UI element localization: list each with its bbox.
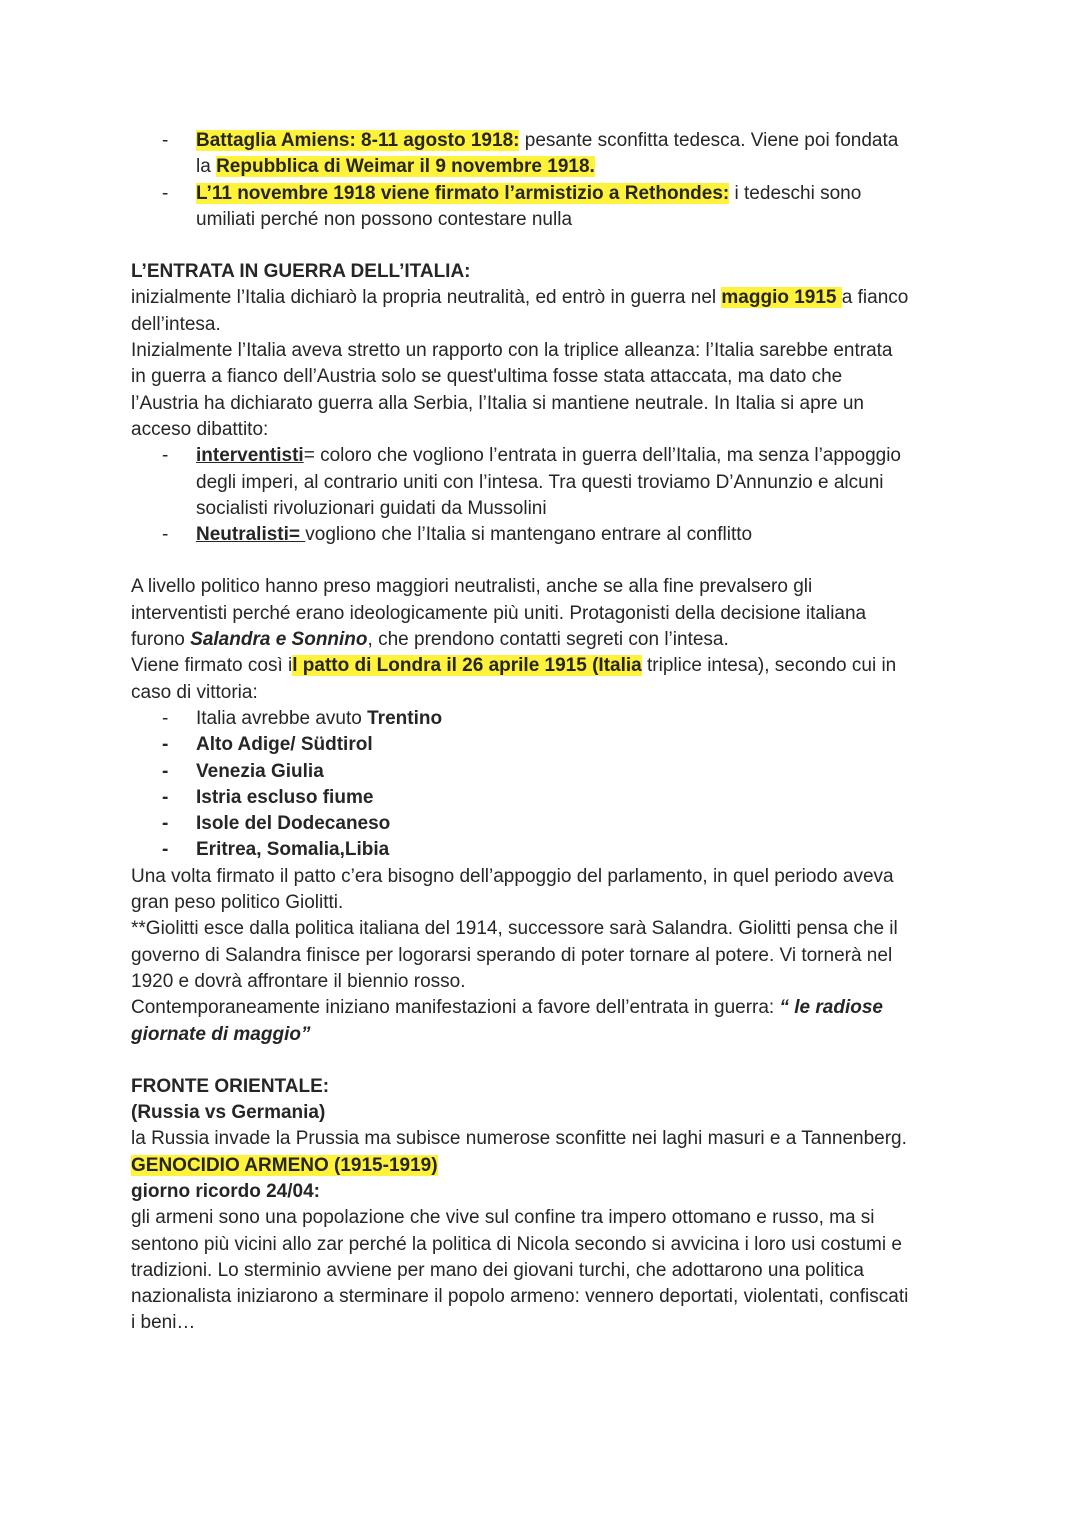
armistizio-text: i tedeschi sono [729, 182, 862, 204]
italia-p4-line2: caso di vittoria: [131, 681, 258, 703]
italia-p5-line: **Giolitti esce dalla politica italiana del 1914, successore sarà Salandra. Giolitti pensa che il [131, 918, 898, 940]
fronte-text: la Russia invade la Prussia ma subisce numerose sconfitte nei laghi masuri e a Tannenberg. [131, 1128, 907, 1150]
interventisti-text: socialisti rivoluzionari guidati da Mussolini [196, 497, 547, 519]
italia-p5-line: gran peso politico Giolitti. [131, 892, 344, 914]
italia-p3-c-b: , che prendono contatti segreti con l’intesa. [367, 629, 729, 651]
italia-p6-a: Contemporaneamente iniziano manifestazioni a favore dell’entrata in guerra: [131, 997, 780, 1019]
italia-p6-line [131, 995, 951, 1021]
territorio-item: - Alto Adige/ Südtirol [131, 732, 951, 758]
territorio-item: - Istria escluso fiume [131, 785, 951, 811]
bullet-interventisti [131, 443, 951, 522]
italia-p2-line: acceso dibattito: [131, 418, 269, 440]
italia-p1-line2: dell’intesa. [131, 313, 221, 335]
italia-p3-line: A livello politico hanno preso maggiori neutralisti, anche se alla fine prevalsero gli [131, 576, 813, 598]
bullet-amiens [131, 128, 951, 181]
top-bullet-list [131, 128, 951, 233]
neutralisti-text: vogliono che l’Italia si mantengano entrare al conflitto [305, 524, 753, 546]
radiose-giornate: “ le radiose [779, 997, 883, 1019]
territorio-trentino: Trentino [367, 707, 443, 729]
italia-p2-line: Inizialmente l’Italia aveva stretto un rapporto con la triplice alleanza: l’Italia sarebbe entrata [131, 340, 893, 362]
document-page [131, 128, 951, 1337]
interventisti-label: interventisti [196, 445, 304, 467]
italia-p4-line [131, 653, 951, 679]
interventisti-text: = coloro che vogliono l’entrata in guerra dell’Italia, ma senza l’appoggio [303, 445, 901, 467]
italia-p3-c-a: furono [131, 629, 191, 651]
fronte-heading: FRONTE ORIENTALE: [131, 1075, 330, 1097]
fronte-subheading: (Russia vs Germania) [131, 1102, 326, 1124]
italia-p1-b: a fianco [841, 287, 909, 309]
italia-p3-line: interventisti perché erano ideologicamente più uniti. Protagonisti della decisione italiana [131, 602, 867, 624]
genocidio-heading: GENOCIDIO ARMENO (1915-1919) [131, 1154, 438, 1176]
bullet-neutralisti [131, 522, 951, 548]
italia-p2-line: l’Austria ha dichiarato guerra alla Serbia, l’Italia si mantiene neutrale. In Italia si apre un [131, 392, 864, 414]
genocidio-text-line: i beni… [131, 1312, 196, 1334]
giorno-ricordo: giorno ricordo 24/04: [131, 1180, 320, 1202]
armistizio-text-2: umiliati perché non possono contestare nulla [196, 208, 573, 230]
neutralisti-label: Neutralisti= [196, 524, 306, 546]
italia-p4-b: triplice intesa), secondo cui in [641, 655, 897, 677]
italia-p1-line1 [131, 285, 951, 311]
territori-list [131, 732, 951, 863]
territorio-item: - Eritrea, Somalia,Libia [131, 837, 951, 863]
genocidio-text-line: sentono più vicini allo zar perché la politica di Nicola secondo si avvicina i loro usi costumi e [131, 1233, 902, 1255]
italia-p5-line: Una volta firmato il patto c’era bisogno dell’appoggio del parlamento, in quel periodo aveva [131, 865, 894, 887]
territori-list-first [131, 706, 951, 732]
territorio-item: - Isole del Dodecaneso [131, 811, 951, 837]
territorio-item [131, 706, 951, 732]
territorio-item: - Venezia Giulia [131, 759, 951, 785]
italia-p3-line [131, 627, 951, 653]
radiose-giornate-2: giornate di maggio” [131, 1023, 311, 1045]
italia-p5-line: governo di Salandra finisce per logorarsi sperando di poter tornare al potere. Vi tornerà nel [131, 944, 893, 966]
genocidio-text-line: gli armeni sono una popolazione che vive sul confine tra impero ottomano e russo, ma si [131, 1207, 875, 1229]
weimar-date: Repubblica di Weimar il 9 novembre 1918. [216, 156, 595, 178]
patto-londra-highlight: l patto di Londra il 26 aprile 1915 (Italia [292, 655, 642, 677]
italia-heading: L’ENTRATA IN GUERRA DELL’ITALIA: [131, 261, 471, 283]
amiens-title: Battaglia Amiens: 8-11 agosto 1918: [196, 130, 520, 151]
italia-p1-a: inizialmente l’Italia dichiarò la propria neutralità, ed entrò in guerra nel [131, 287, 722, 309]
maggio-1915-highlight: maggio 1915 [721, 287, 842, 309]
amiens-text: pesante sconfitta tedesca. Viene poi fondata [519, 130, 899, 151]
armistizio-title: L’11 novembre 1918 viene firmato l’armistizio a Rethondes: [196, 182, 730, 204]
salandra-sonnino: Salandra e Sonnino [190, 629, 368, 651]
italia-p4-a: Viene firmato così i [131, 655, 293, 677]
genocidio-text-line: nazionalista iniziarono a sterminare il popolo armeno: vennero deportati, violentati, confiscati [131, 1286, 909, 1308]
italia-p2-line: in guerra a fianco dell’Austria solo se quest'ultima fosse stata attaccata, ma dato che [131, 366, 843, 388]
interventisti-text: degli imperi, al contrario uniti con l’intesa. Tra questi troviamo D’Annunzio e alcuni [196, 471, 884, 493]
amiens-text-2: la [196, 156, 217, 178]
dibattito-list [131, 443, 951, 548]
genocidio-text-line: tradizioni. Lo sterminio avviene per mano dei giovani turchi, che adottarono una politica [131, 1259, 864, 1281]
territorio-intro: Italia avrebbe avuto [196, 707, 368, 729]
bullet-armistizio [131, 181, 951, 234]
italia-p5-line: 1920 e dovrà affrontare il biennio rosso. [131, 970, 466, 992]
